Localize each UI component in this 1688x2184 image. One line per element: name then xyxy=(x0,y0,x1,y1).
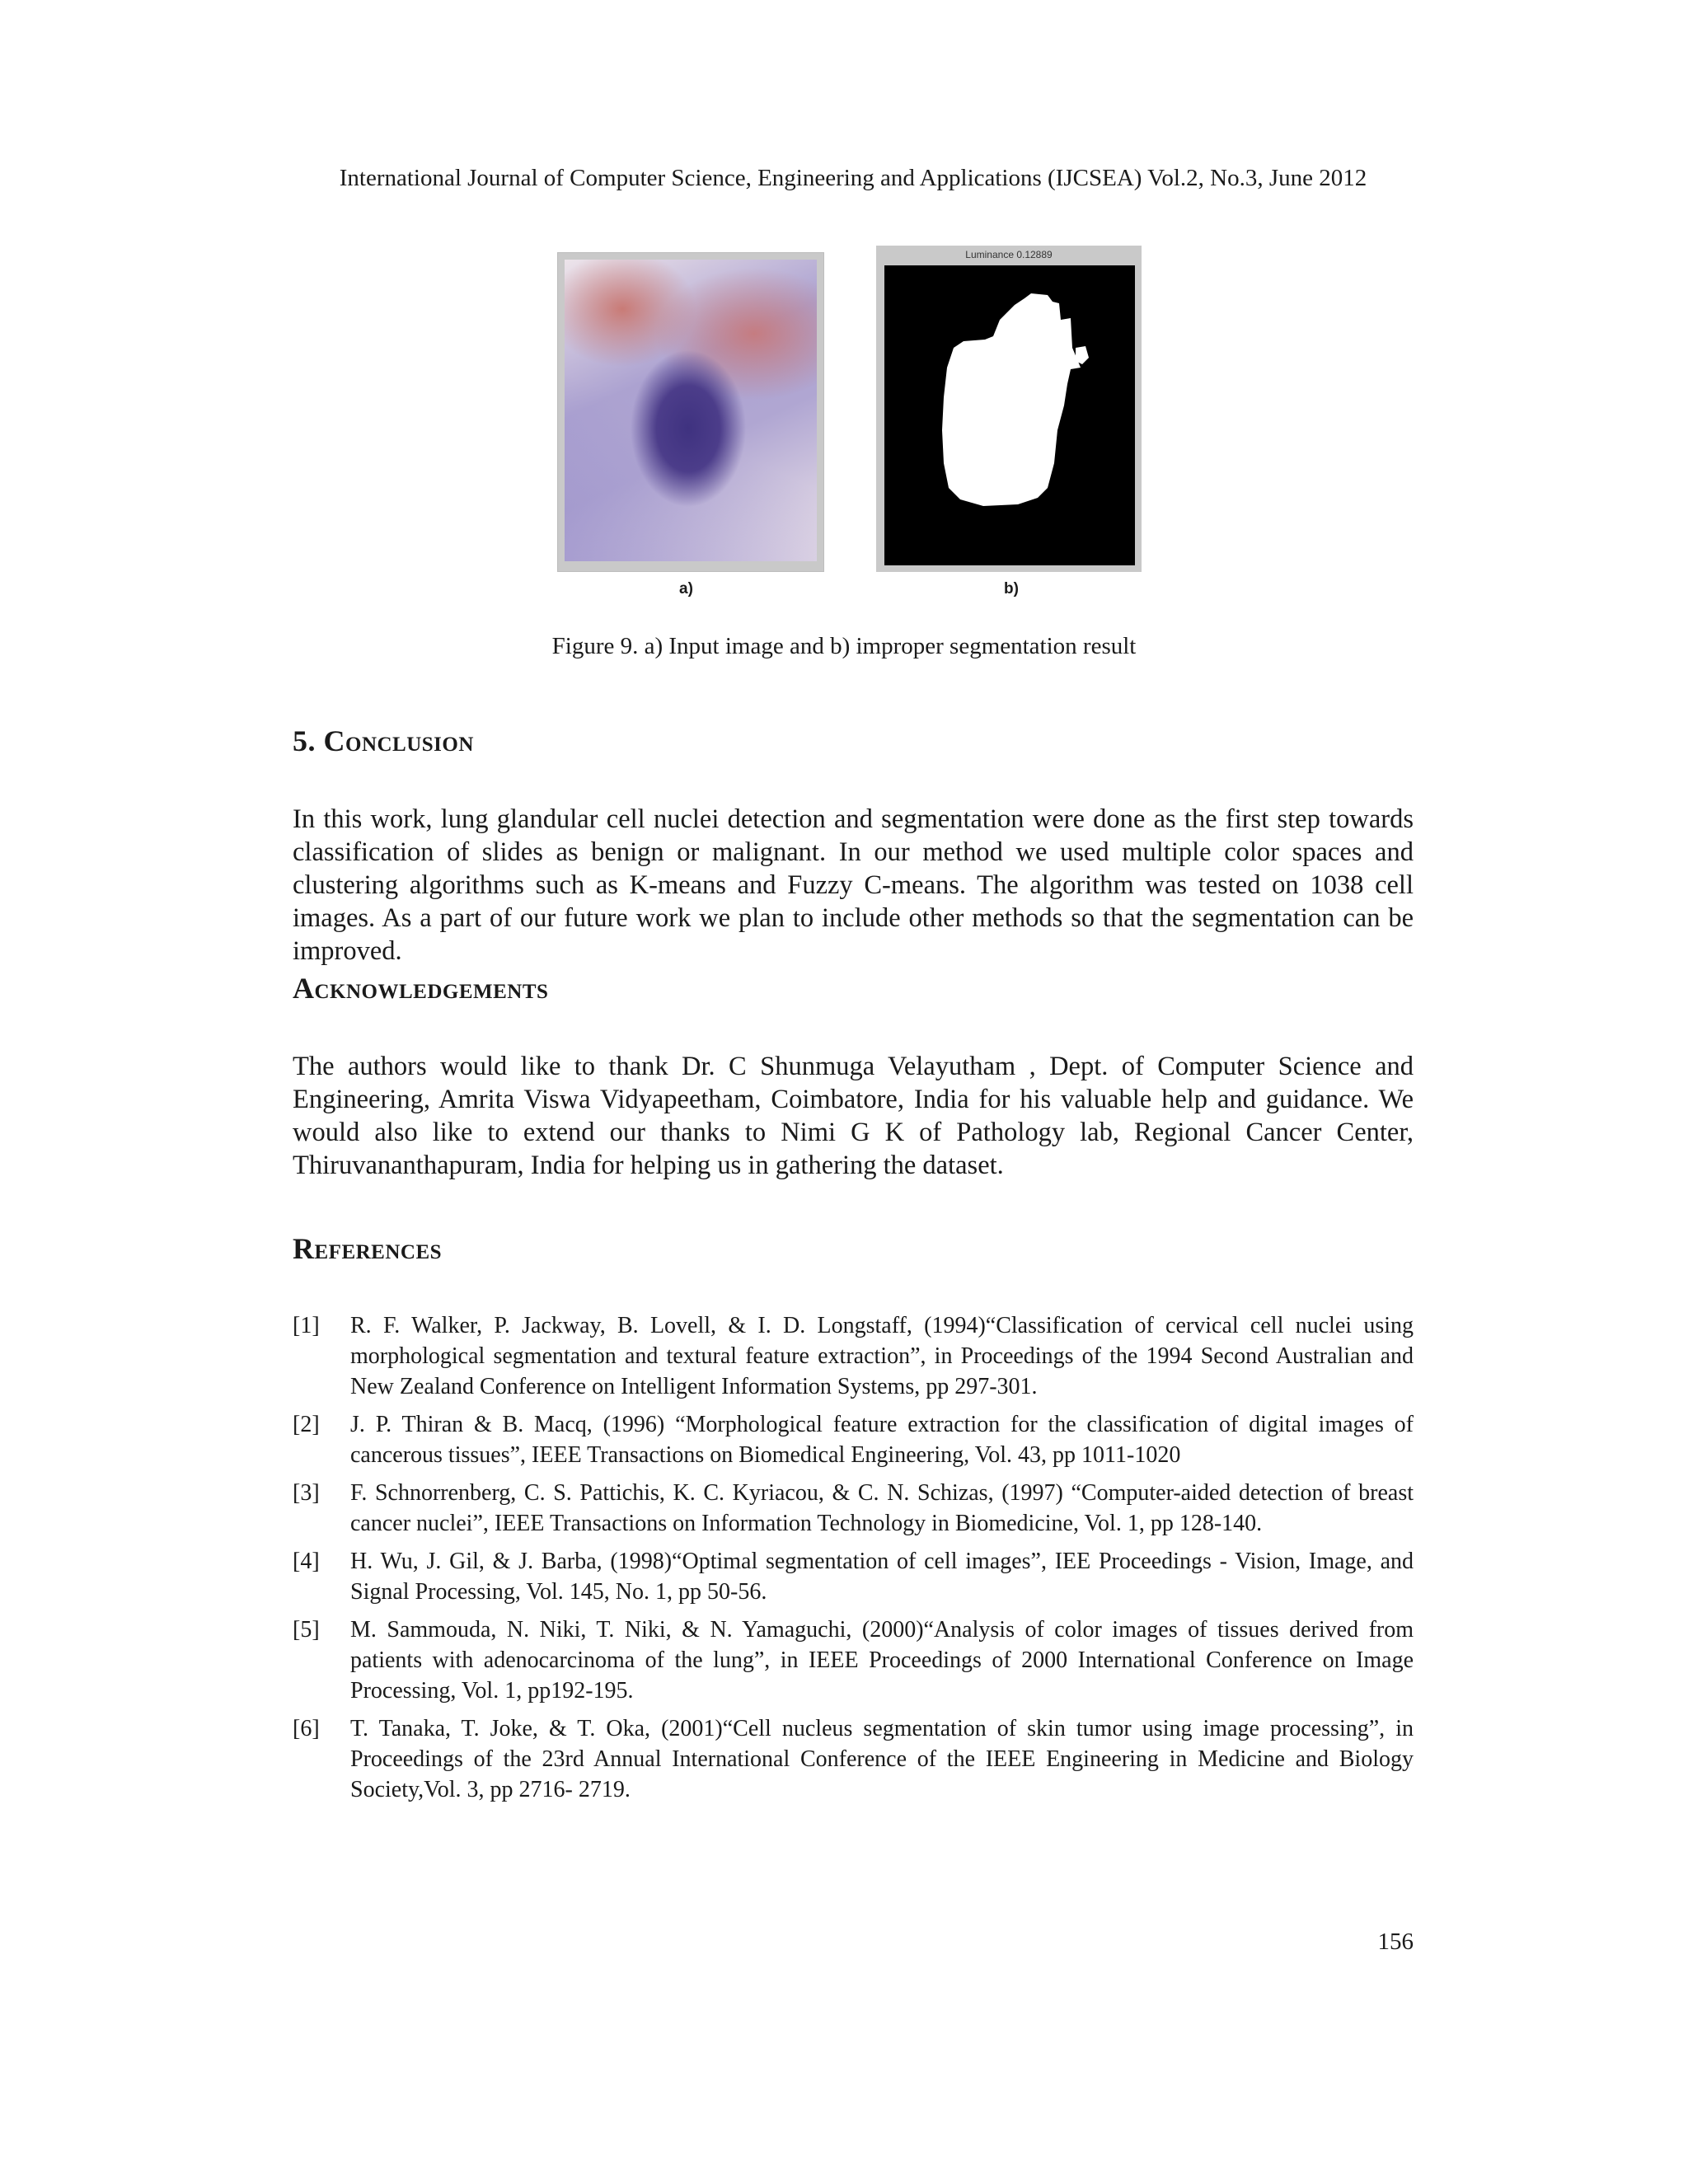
reference-item xyxy=(293,1310,1414,1402)
reference-number: [3] xyxy=(293,1480,320,1506)
segmentation-mask-image xyxy=(884,265,1135,565)
conclusion-heading: 5. Conclusion xyxy=(293,724,474,757)
acknowledgements-paragraph: The authors would like to thank Dr. C Shunmuga Velayutham , Dept. of Computer Science and Engineering, Amrita Viswa Vidyapeetham, Coimbatore, India for his valuable help and guidance. We would also like to extend our thanks to Nimi G K of Pathology lab, Regional Cancer Center, Thiruvananthapuram, India for helping us in gathering the dataset. xyxy=(293,1052,1414,1180)
page-number: 156 xyxy=(1377,1929,1414,1955)
input-image-panel xyxy=(557,252,824,572)
reference-text: H. Wu, J. Gil, & J. Barba, (1998)“Optimal segmentation of cell images”, IEE Proceedings - Vision, Image, and Signal Processing, Vol. 145, No. 1, pp 50-56. xyxy=(350,1549,1414,1605)
reference-text: J. P. Thiran & B. Macq, (1996) “Morphological feature extraction for the classification of digital images of cancerous tissues”, IEEE Transactions on Biomedical Engineering, Vol. 43, pp 1011-1020 xyxy=(350,1412,1414,1468)
reference-number: [1] xyxy=(293,1313,320,1338)
reference-item xyxy=(293,1713,1414,1805)
reference-item xyxy=(293,1409,1414,1470)
acknowledgements-heading: Acknowledgements xyxy=(293,972,549,1005)
panel-b-label: b) xyxy=(1004,580,1019,598)
reference-number: [4] xyxy=(293,1549,320,1574)
conclusion-paragraph: In this work, lung glandular cell nuclei detection and segmentation were done as the first step towards classification of slides as benign or malignant. In our method we used multiple color spaces and clustering algorithms such as K-means and Fuzzy C-means. The algorithm was tested on 1038 cell images. As a part of our future work we plan to include other methods so that the segmentation can be improved. xyxy=(293,804,1414,966)
input-cell-image xyxy=(565,260,817,561)
reference-number: [6] xyxy=(293,1716,320,1741)
reference-text: F. Schnorrenberg, C. S. Pattichis, K. C. Kyriacou, & C. N. Schizas, (1997) “Computer-aided detection of breast cancer nuclei”, IEEE Transactions on Information Technology in Biomedicine, Vol. 1, pp 128-140. xyxy=(350,1480,1414,1536)
reference-number: [2] xyxy=(293,1412,320,1437)
figure-9 xyxy=(0,246,1688,608)
reference-text: T. Tanaka, T. Joke, & T. Oka, (2001)“Cell nucleus segmentation of skin tumor using image processing”, in Proceedings of the 23rd Annual International Conference of the IEEE Engineering in Medicine and Biology Society,Vol. 3, pp 2716- 2719. xyxy=(350,1716,1414,1802)
reference-list xyxy=(293,1310,1414,1812)
running-header: International Journal of Computer Science, Engineering and Applications (IJCSEA) Vol.2, No.3, June 2012 xyxy=(339,165,1367,191)
reference-item xyxy=(293,1478,1414,1539)
segmentation-result-panel xyxy=(876,246,1142,572)
segmentation-mask-shape xyxy=(884,265,1135,565)
references-heading: References xyxy=(293,1232,443,1265)
figure-caption: Figure 9. a) Input image and b) improper segmentation result xyxy=(551,633,1137,659)
reference-number: [5] xyxy=(293,1617,320,1643)
reference-text: R. F. Walker, P. Jackway, B. Lovell, & I. D. Longstaff, (1994)“Classification of cervical cell nuclei using morphological segmentation and textural feature extraction”, in Proceedings of the 1994 Second Australian and New Zealand Conference on Intelligent Information Systems, pp 297-301. xyxy=(350,1313,1414,1399)
reference-text: M. Sammouda, N. Niki, T. Niki, & N. Yamaguchi, (2000)“Analysis of color images of tissues derived from patients with adenocarcinoma of the lung”, in IEEE Proceedings of 2000 International Conference on Image Processing, Vol. 1, pp192-195. xyxy=(350,1617,1414,1704)
reference-item xyxy=(293,1546,1414,1607)
segmentation-panel-title: Luminance 0.12889 xyxy=(965,249,1053,260)
reference-item xyxy=(293,1615,1414,1706)
panel-a-label: a) xyxy=(679,580,693,598)
